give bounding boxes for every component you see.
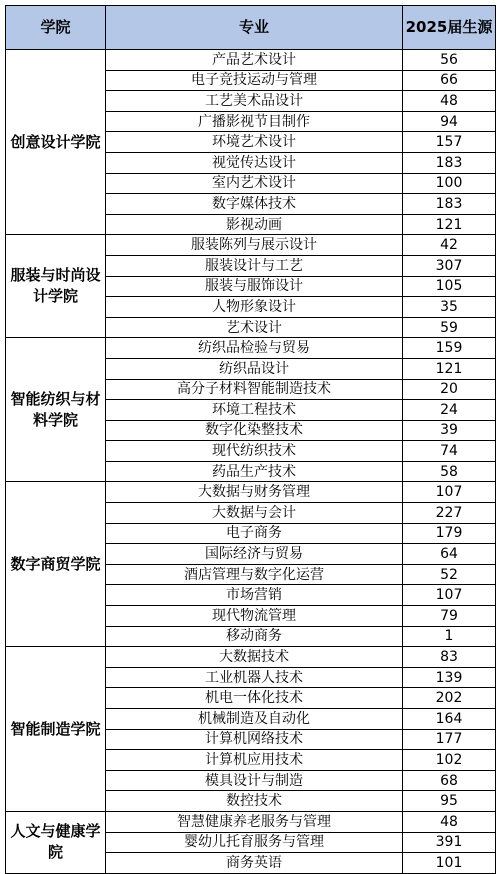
count-cell: 20: [403, 379, 496, 400]
count-cell: 48: [403, 91, 496, 112]
count-cell: 183: [403, 152, 496, 173]
count-cell: 107: [403, 482, 496, 503]
count-cell: 39: [403, 420, 496, 441]
major-cell: 工业机器人技术: [106, 667, 403, 688]
major-cell: 现代物流管理: [106, 606, 403, 627]
major-cell: 模具设计与制造: [106, 770, 403, 791]
college-cell: 数字商贸学院: [6, 482, 106, 647]
count-cell: 100: [403, 173, 496, 194]
header-major: 专业: [106, 6, 403, 50]
major-cell: 电子商务: [106, 523, 403, 544]
major-cell: 酒店管理与数字化运营: [106, 564, 403, 585]
major-cell: 数字媒体技术: [106, 194, 403, 215]
major-cell: 机械制造及自动化: [106, 709, 403, 730]
count-cell: 59: [403, 317, 496, 338]
enrollment-table-container: [5, 5, 496, 874]
count-cell: 159: [403, 338, 496, 359]
count-cell: 139: [403, 667, 496, 688]
major-cell: 广播影视节目制作: [106, 111, 403, 132]
major-cell: 室内艺术设计: [106, 173, 403, 194]
college-cell: 创意设计学院: [6, 50, 106, 235]
major-cell: 机电一体化技术: [106, 688, 403, 709]
count-cell: 391: [403, 832, 496, 853]
major-cell: 产品艺术设计: [106, 50, 403, 71]
count-cell: 35: [403, 297, 496, 318]
count-cell: 56: [403, 50, 496, 71]
count-cell: 24: [403, 400, 496, 421]
major-cell: 工艺美术品设计: [106, 91, 403, 112]
major-cell: 数字化染整技术: [106, 420, 403, 441]
major-cell: 数控技术: [106, 791, 403, 812]
major-cell: 服装与服饰设计: [106, 276, 403, 297]
enrollment-table: [5, 5, 496, 874]
major-cell: 药品生产技术: [106, 461, 403, 482]
count-cell: 102: [403, 750, 496, 771]
count-cell: 1: [403, 626, 496, 647]
count-cell: 58: [403, 461, 496, 482]
count-cell: 164: [403, 709, 496, 730]
count-cell: 177: [403, 729, 496, 750]
major-cell: 商务英语: [106, 853, 403, 874]
table-row: [6, 482, 496, 503]
count-cell: 95: [403, 791, 496, 812]
count-cell: 105: [403, 276, 496, 297]
table-body: [6, 50, 496, 874]
major-cell: 大数据与会计: [106, 503, 403, 524]
header-row: [6, 6, 496, 50]
major-cell: 人物形象设计: [106, 297, 403, 318]
college-cell: 智能制造学院: [6, 647, 106, 812]
table-row: [6, 811, 496, 832]
major-cell: 服装设计与工艺: [106, 255, 403, 276]
college-cell: 服装与时尚设计学院: [6, 235, 106, 338]
major-cell: 大数据与财务管理: [106, 482, 403, 503]
major-cell: 视觉传达设计: [106, 152, 403, 173]
major-cell: 纺织品检验与贸易: [106, 338, 403, 359]
major-cell: 婴幼儿托育服务与管理: [106, 832, 403, 853]
count-cell: 83: [403, 647, 496, 668]
table-row: [6, 647, 496, 668]
major-cell: 市场营销: [106, 585, 403, 606]
major-cell: 电子竞技运动与管理: [106, 70, 403, 91]
count-cell: 227: [403, 503, 496, 524]
header-source: 2025届生源: [403, 6, 496, 50]
major-cell: 计算机应用技术: [106, 750, 403, 771]
major-cell: 高分子材料智能制造技术: [106, 379, 403, 400]
count-cell: 68: [403, 770, 496, 791]
major-cell: 移动商务: [106, 626, 403, 647]
count-cell: 79: [403, 606, 496, 627]
header-college: 学院: [6, 6, 106, 50]
count-cell: 42: [403, 235, 496, 256]
major-cell: 服装陈列与展示设计: [106, 235, 403, 256]
major-cell: 环境艺术设计: [106, 132, 403, 153]
count-cell: 202: [403, 688, 496, 709]
table-row: [6, 235, 496, 256]
table-row: [6, 50, 496, 71]
major-cell: 影视动画: [106, 214, 403, 235]
major-cell: 计算机网络技术: [106, 729, 403, 750]
count-cell: 66: [403, 70, 496, 91]
count-cell: 307: [403, 255, 496, 276]
count-cell: 107: [403, 585, 496, 606]
count-cell: 183: [403, 194, 496, 215]
major-cell: 环境工程技术: [106, 400, 403, 421]
table-row: [6, 338, 496, 359]
count-cell: 121: [403, 358, 496, 379]
major-cell: 现代纺织技术: [106, 441, 403, 462]
major-cell: 艺术设计: [106, 317, 403, 338]
count-cell: 179: [403, 523, 496, 544]
count-cell: 101: [403, 853, 496, 874]
count-cell: 121: [403, 214, 496, 235]
college-cell: 智能纺织与材料学院: [6, 338, 106, 482]
count-cell: 64: [403, 544, 496, 565]
count-cell: 74: [403, 441, 496, 462]
college-cell: 人文与健康学院: [6, 811, 106, 873]
major-cell: 纺织品设计: [106, 358, 403, 379]
major-cell: 大数据技术: [106, 647, 403, 668]
count-cell: 157: [403, 132, 496, 153]
count-cell: 52: [403, 564, 496, 585]
count-cell: 48: [403, 811, 496, 832]
major-cell: 国际经济与贸易: [106, 544, 403, 565]
count-cell: 94: [403, 111, 496, 132]
major-cell: 智慧健康养老服务与管理: [106, 811, 403, 832]
